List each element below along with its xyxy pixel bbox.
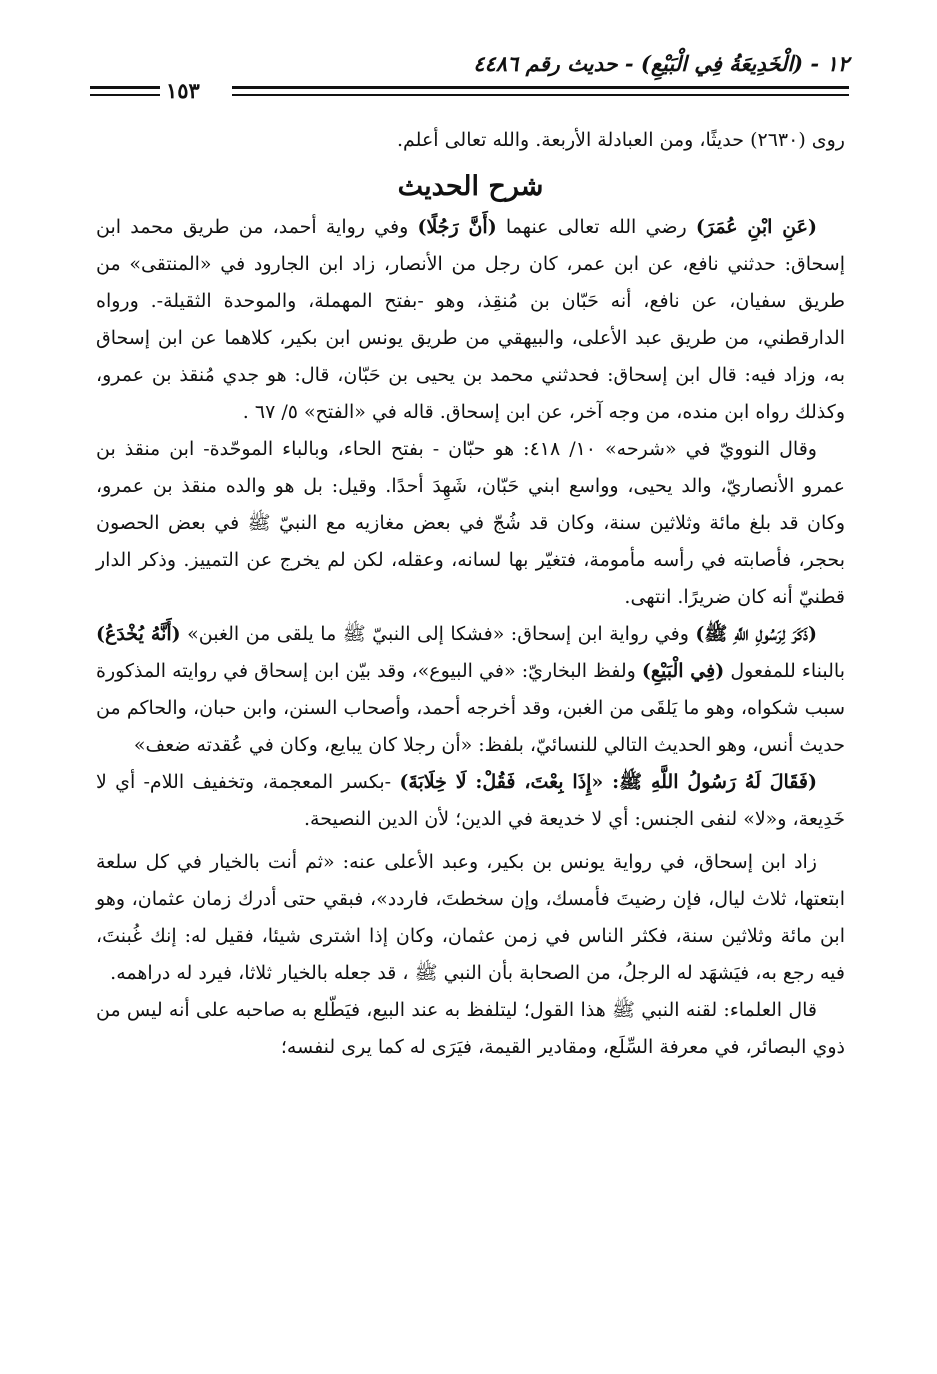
section-heading: شرح الحديث xyxy=(397,171,544,202)
paragraph-text: بالبناء للمفعول xyxy=(724,660,845,682)
paragraph-3 xyxy=(96,616,845,764)
hadith-quote: (ذَكَرَ لِرَسُولِ اللَّهِ ﷺ) xyxy=(695,623,817,645)
paragraph-text: -بكسر المعجمة، وتخفيف اللام- أي لا خَدِيعة، و«لا» لنفى الجنس: أي لا خديعة في الدين؛ لأن الدين النصيحة. xyxy=(96,771,845,830)
paragraph-text: رضي الله تعالى عنهما xyxy=(496,216,696,238)
paragraph-1 xyxy=(96,209,845,431)
page-number: ١٥٣ xyxy=(166,78,200,103)
hadith-quote: (فِي الْبَيْعِ) xyxy=(641,660,725,682)
paragraph-text: ولفظ البخاريّ: «في البيوع»، وقد بيّن ابن إسحاق في روايته المذكورة سبب شكواه، وهو ما يَلقَى من الغبن، وقد أخرجه أحمد، وأصحاب السنن، وابن حبان، والحاكم من حديث أنس، وهو الحديث التالي للنسائيّ، بلفظ: «أن رجلا كان يبايع، وكان في عُقدته ضعف» xyxy=(96,660,845,756)
hadith-quote: (فَقَالَ لَهُ رَسُولُ اللَّهِ ﷺ: «إِذَا بِعْتَ، فَقُلْ: لَا خِلَابَةَ) xyxy=(399,771,817,793)
paragraph-text: وفي رواية أحمد، من طريق محمد ابن إسحاق: حدثني نافع، عن ابن عمر، كان رجل من الأنصار، زاد ابن الجارود في «المنتقى» من طريق سفيان، عن نافع، أنه حَبّان بن مُنقِذ، وهو -بفتح المهملة، والموحدة الثقيلة-. ورواه الدارقطني، من طريق عبد الأعلى، والبيهقي من طريق يونس ابن بكير، كلاهما عن ابن إسحاق به، وزاد فيه: قال ابن إسحاق: فحدثني محمد بن يحيى بن حَبّان، قال: هو جدي مُنقذ بن عمرو، وكذلك رواه ابن منده، من وجه آخر، عن ابن إسحاق. قاله في «الفتح» ٥/ ٦٧ . xyxy=(96,216,845,423)
hadith-quote: (أَنَّهُ يُخْدَعُ) xyxy=(96,623,181,645)
header-rule xyxy=(90,94,160,96)
paragraph-4 xyxy=(96,764,845,838)
hadith-quote: (أَنَّ رَجُلًا) xyxy=(417,216,497,238)
header-rule xyxy=(232,86,849,89)
running-title: ١٢ - (الْخَدِيعَةُ فِي الْبَيْعِ) - حديث رقم ٤٤٨٦ xyxy=(473,51,849,76)
paragraph-2: وقال النوويّ في «شرحه» ١٠/ ٤١٨: هو حبّان - بفتح الحاء، وبالباء الموحّدة- ابن منقذ بن عمرو الأنصاريّ، والد يحيى، وواسع ابني حَبّان، شَهِدَ أحدًا. وقيل: بل هو والده منقذ بن عمرو، وكان قد بلغ مائة وثلاثين سنة، وكان قد شُجّ في بعض مغازيه مع النبيّ ﷺ في بعض الحصون بحجر، فأصابته في رأسه مأمومة، فتغيّر بها لسانه، وعقله، لكن لم يخرج عن التمييز. وذكر الدار قطنيّ أنه كان ضريرًا. انتهى. xyxy=(96,438,845,608)
page-body xyxy=(96,122,845,1066)
paragraph-text: وفي رواية ابن إسحاق: «فشكا إلى النبيّ ﷺ ما يلقى من الغبن» xyxy=(180,623,696,645)
paragraph-5: زاد ابن إسحاق، في رواية يونس بن بكير، وعبد الأعلى عنه: «ثم أنت بالخيار في كل سلعة ابتعتها، ثلاث ليال، فإن رضيتَ فأمسك، وإن سخطتَ، فاردد»، فبقي حتى أدرك زمان عثمان، وهو ابن مائة وثلاثين سنة، فكثر الناس في زمن عثمان، وكان إذا اشترى شيئا، فقيل له: إنك غُبنتَ، فيه رجع به، فيَشهَد له الرجلُ، من الصحابة بأن النبي ﷺ ، قد جعله بالخيار ثلاثا، فيرد له دراهمه. xyxy=(96,851,845,984)
page-header xyxy=(90,42,849,104)
header-rule xyxy=(232,94,849,96)
hadith-quote: (عَنِ ابْنِ عُمَرَ) xyxy=(695,216,817,238)
header-rule xyxy=(90,86,160,89)
intro-paragraph: روى (٢٦٣٠) حديثًا، ومن العبادلة الأربعة. والله تعالى أعلم. xyxy=(396,129,845,151)
paragraph-6: قال العلماء: لقنه النبي ﷺ هذا القول؛ ليتلفظ به عند البيع، فيَطّلع به صاحبه على أنه ليس من ذوي البصائر، في معرفة السِّلَع، ومقادير القيمة، فيَرَى له كما يرى لنفسه؛ xyxy=(96,999,845,1058)
